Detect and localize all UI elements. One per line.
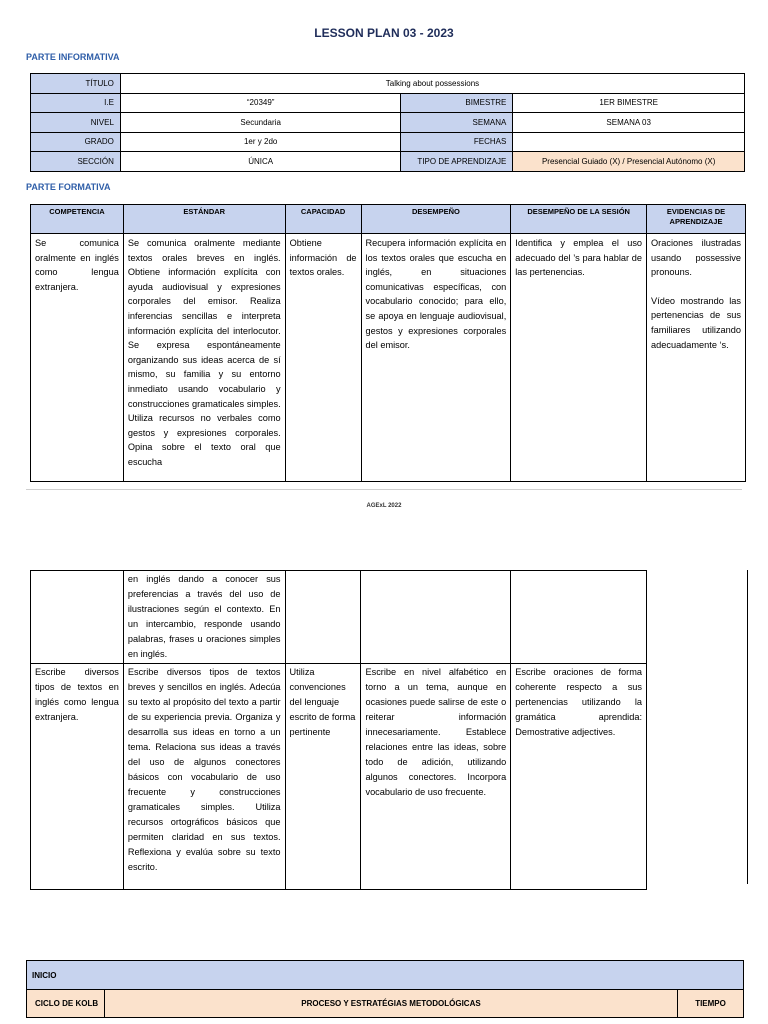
desempeno-sesion-cell: Escribe oraciones de forma coherente respecto a sus pertenencias utilizando la gramática aprendida: Demostrative adjectives. xyxy=(511,664,647,890)
seccion-label: SECCIÓN xyxy=(31,152,121,172)
desempeno-cell: Recupera información explícita en los textos orales que escucha en inglés, en situaciones comunicativas específicas, con vocabulario conocido; para ello, se apoya en lenguaje audiovisual, gestos y expresiones corporales del emisor. xyxy=(361,234,511,482)
header-desempeno-sesion: DESEMPEÑO DE LA SESIÓN xyxy=(511,205,647,234)
competencia-cell: Se comunica oralmente en inglés como lengua extranjera. xyxy=(31,234,124,482)
info-row-ie xyxy=(31,93,745,113)
tipo-aprendizaje-label: TIPO DE APRENDIZAJE xyxy=(401,152,513,172)
evidencias-cell xyxy=(647,234,746,482)
table-row xyxy=(31,664,647,890)
inicio-label: INICIO xyxy=(27,961,744,990)
capacidad-cell: Utiliza convenciones del lenguaje escrito de forma pertinente xyxy=(285,664,361,890)
semana-value: SEMANA 03 xyxy=(513,113,745,133)
desempeno-sesion-cell xyxy=(511,571,647,664)
info-row-grado xyxy=(31,132,745,152)
titulo-label: TÍTULO xyxy=(31,74,121,94)
estandar-cell: en inglés dando a conocer sus preferencias a través del uso de ilustraciones según el contexto. En un intercambio, responde usando palabras, frases u oraciones simples en inglés. xyxy=(123,571,285,664)
evidencia-2: Vídeo mostrando las pertenencias de sus familiares utilizando adecuadamente ‘s. xyxy=(651,295,741,350)
header-estandar: ESTÁNDAR xyxy=(123,205,285,234)
page-title: LESSON PLAN 03 - 2023 xyxy=(314,26,454,40)
secuencia-header-row xyxy=(27,990,744,1018)
bimestre-label: BIMESTRE xyxy=(401,93,513,113)
info-row-nivel xyxy=(31,113,745,133)
table-row xyxy=(31,234,746,482)
page-footer: AGExL 2022 xyxy=(366,503,402,509)
header-capacidad: CAPACIDAD xyxy=(285,205,361,234)
formativa-table-continued xyxy=(30,570,647,890)
secuencia-table xyxy=(26,960,744,1018)
tiempo-header: TIEMPO xyxy=(678,990,744,1018)
header-evidencias: EVIDENCIAS DE APRENDIZAJE xyxy=(647,205,746,234)
proceso-header: PROCESO Y ESTRATÉGIAS METODOLÓGICAS xyxy=(104,990,677,1018)
competencia-cell: Escribe diversos tipos de textos en inglés como lengua extranjera. xyxy=(31,664,124,890)
page-divider xyxy=(26,489,742,490)
ie-label: I.E xyxy=(31,93,121,113)
desempeno-cell: Escribe en nivel alfabético en torno a un tema, aunque en ocasiones puede salirse de este o reiterar información innecesariamente. Establece relaciones entre las ideas, sobre todo de adición, utilizando algunos conectores. Incorpora vocabulario de uso frecuente. xyxy=(361,664,511,890)
desempeno-cell xyxy=(361,571,511,664)
formativa-header-row xyxy=(31,205,746,234)
table-row xyxy=(31,571,647,664)
nivel-label: NIVEL xyxy=(31,113,121,133)
capacidad-cell xyxy=(285,571,361,664)
competencia-cell xyxy=(31,571,124,664)
estandar-cell: Escribe diversos tipos de textos breves y sencillos en inglés. Adecúa su texto al propósito del texto a partir de su experiencia previa. Organiza y desarrolla sus ideas en torno a un tema. Relaciona sus ideas a través del uso de algunos conectores básicos con vocabulario de uso frecuente y construcciones gramaticales simples. Utiliza recursos ortográficos básicos que permiten claridad en sus textos. Reflexiona y evalúa sobre su texto escrito. xyxy=(123,664,285,890)
ie-value: “20349” xyxy=(120,93,401,113)
grado-value: 1er y 2do xyxy=(120,132,401,152)
nivel-value: Secundaria xyxy=(120,113,401,133)
formativa-table xyxy=(30,204,746,482)
ciclo-kolb-header: CICLO DE KOLB xyxy=(27,990,105,1018)
fechas-value xyxy=(513,132,745,152)
estandar-cell: Se comunica oralmente mediante textos orales breves en inglés. Obtiene información explícita con ayuda audiovisual y expresiones corporales del emisor. Realiza inferencias sencillas e interpreta información explícita del interlocutor. Se expresa espontáneamente organizando sus ideas acerca de sí mismo, su familia y su entorno inmediato usando vocabulario y construcciones gramaticales simples. Utiliza recursos no verbales como gestos y expresiones corporales. Opina sobre el texto oral que escucha xyxy=(123,234,285,482)
header-competencia: COMPETENCIA xyxy=(31,205,124,234)
evidencia-1: Oraciones ilustradas usando possessive pronouns. xyxy=(651,238,741,278)
semana-label: SEMANA xyxy=(401,113,513,133)
info-row-titulo xyxy=(31,74,745,94)
parte-formativa-heading: PARTE FORMATIVA xyxy=(26,182,111,192)
bimestre-value: 1ER BIMESTRE xyxy=(513,93,745,113)
capacidad-cell: Obtiene información de textos orales. xyxy=(285,234,361,482)
desempeno-sesion-cell: Identifica y emplea el uso adecuado del ’s para hablar de las pertenencias. xyxy=(511,234,647,482)
inicio-row xyxy=(27,961,744,990)
parte-informativa-heading: PARTE INFORMATIVA xyxy=(26,52,120,62)
fechas-label: FECHAS xyxy=(401,132,513,152)
grado-label: GRADO xyxy=(31,132,121,152)
header-desempeno: DESEMPEÑO xyxy=(361,205,511,234)
seccion-value: ÚNICA xyxy=(120,152,401,172)
titulo-value: Talking about possessions xyxy=(120,74,744,94)
tipo-aprendizaje-value: Presencial Guiado (X) / Presencial Autónomo (X) xyxy=(513,152,745,172)
evidencias-column-edge xyxy=(747,570,748,884)
info-table xyxy=(30,73,745,172)
info-row-seccion xyxy=(31,152,745,172)
